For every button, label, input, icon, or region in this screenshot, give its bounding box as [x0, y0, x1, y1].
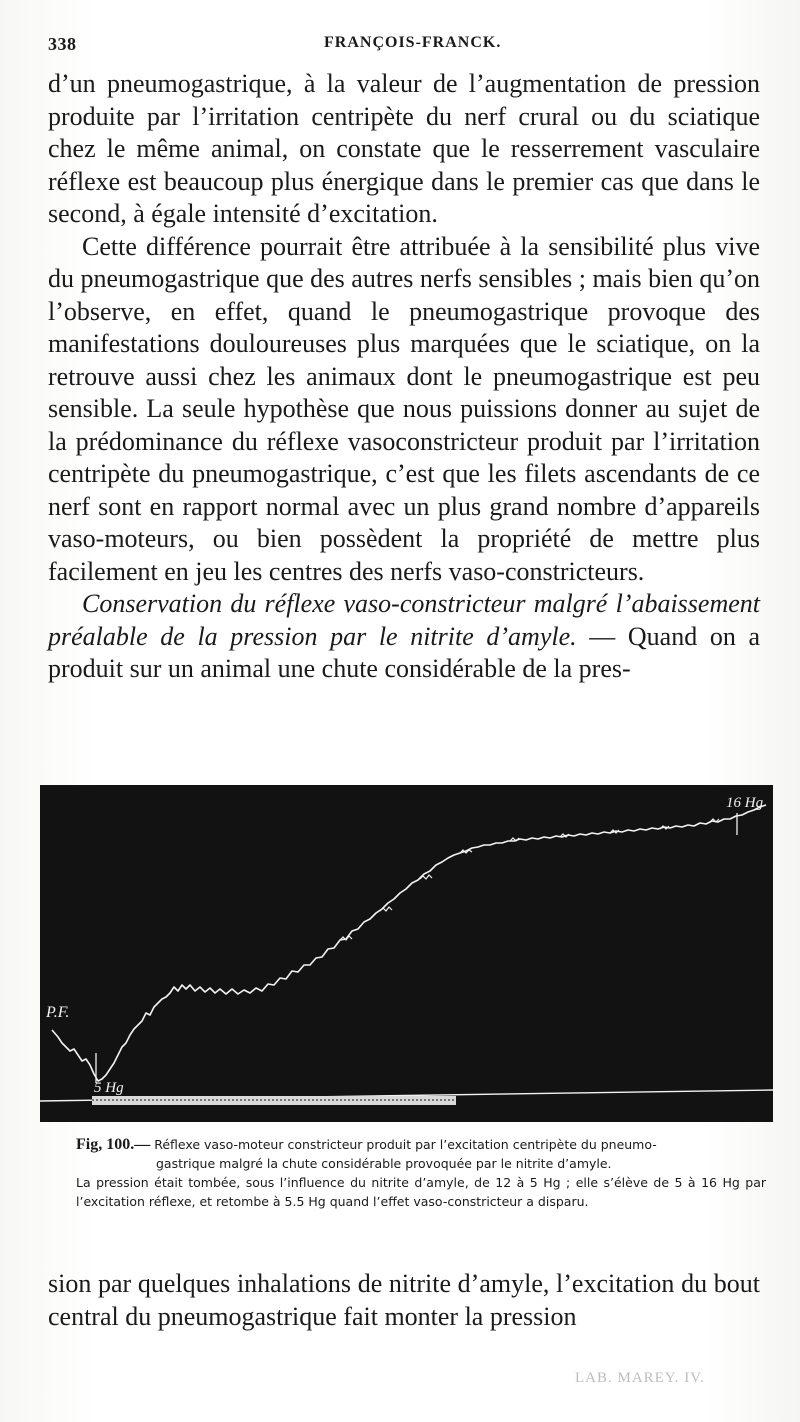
body-text-top	[48, 68, 760, 686]
caption-body: La pression était tombée, sous l’influence du nitrite d’amyle, de 12 à 5 Hg ; elle s’élève de 5 à 16 Hg par l’excitation réflexe, et retombe à 5.5 Hg quand l’effet vaso-constricteur a disparu.	[76, 1175, 766, 1209]
footer-bleedthrough: LAB. MAREY. IV.	[575, 1370, 705, 1386]
section-title: Conservation du réflexe vaso-constricteur malgré l’abaissement préalable de la pression par le nitrite d’amyle.	[48, 589, 760, 651]
paragraph-1: d’un pneumogastrique, à la valeur de l’augmentation de pression produite par l’irritation centripète du nerf crural ou du sciatique chez le même animal, on constate que le resserrement vasculaire réflexe est beaucoup plus énergique dans le premier cas que dans le second, à égale intensité d’excitation.	[48, 69, 760, 228]
paragraph-bottom: sion par quelques inhalations de nitrite d’amyle, l’excitation du bout central du pneumogastrique fait monter la pression	[48, 1269, 760, 1331]
figure-caption	[76, 1135, 766, 1211]
figure-100	[40, 785, 773, 1122]
body-text-bottom	[48, 1268, 760, 1333]
figure-label: Fig, 100.—	[76, 1136, 151, 1153]
section-paragraph	[48, 588, 760, 686]
label-low: 5 Hg	[94, 1080, 124, 1096]
label-start: P.F.	[46, 1004, 70, 1021]
caption-title-line2: gastrique malgré la chute considérable provoquée par le nitrite d’amyle.	[156, 1156, 612, 1171]
label-high: 16 Hg	[726, 795, 764, 811]
page-header	[48, 30, 760, 56]
page-number: 338	[48, 34, 77, 54]
pressure-trace-figure	[40, 785, 773, 1122]
paragraph-2: Cette différence pourrait être attribuée à la sensibilité plus vive du pneumogastrique que des autres nerfs sensibles ; mais bien qu’on l’observe, en effet, quand le pneumogastrique provoque des manifestations douloureuses plus marquées que le sciatique, on la retrouve aussi chez les animaux dont le pneumogastrique est peu sensible. La seule hypothèse que nous puissions donner au sujet de la prédominance du réflexe vasoconstricteur produit par l’irritation centripète du pneumogastrique, c’est que les filets ascendants de ce nerf sont en rapport normal avec un plus grand nombre d’appareils vaso-moteurs, ou bien possèdent la propriété de mettre plus facilement en jeu les centres des nerfs vaso-constricteurs.	[48, 231, 760, 586]
running-title: FRANÇOIS-FRANCK.	[324, 34, 502, 51]
caption-title-line1: Réflexe vaso-moteur constricteur produit par l’excitation centripète du pneumo-	[154, 1137, 657, 1152]
section-text: — Quand on a produit sur un animal une chute considérable de la pres-	[48, 621, 760, 683]
